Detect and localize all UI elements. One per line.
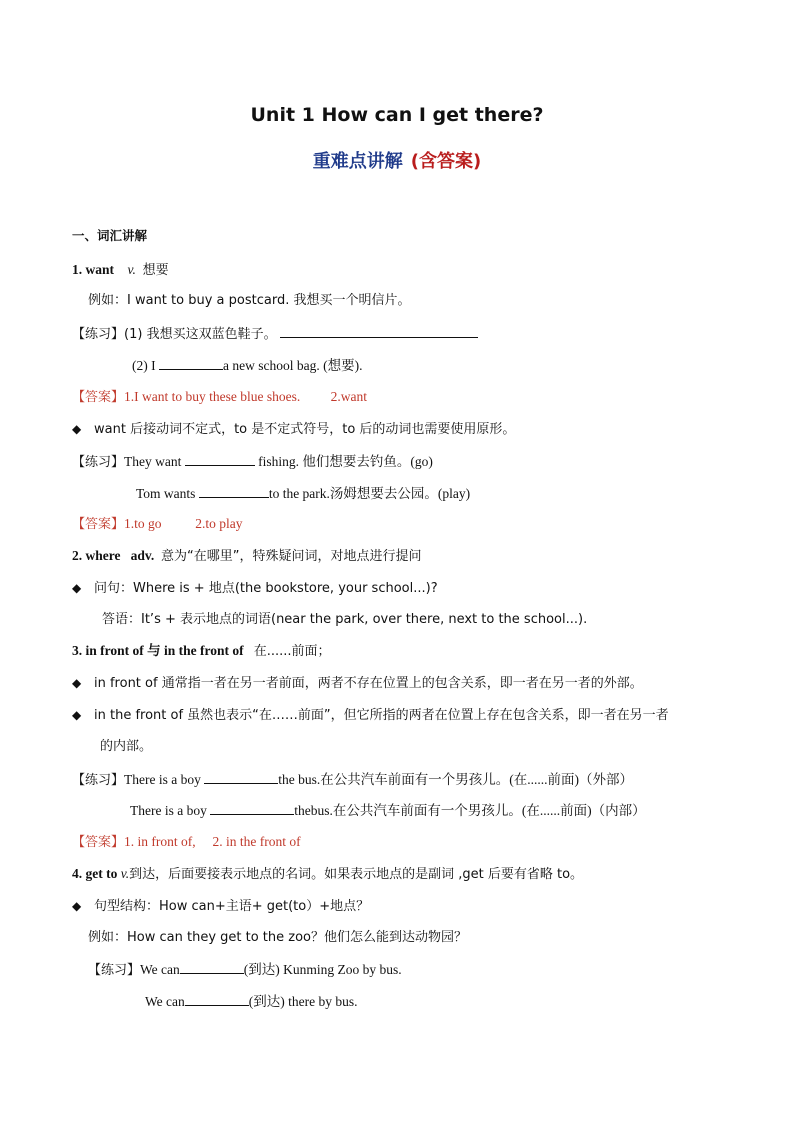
item2-meaning: 意为“在哪里”，特殊疑问词，对地点进行提问 (161, 549, 422, 564)
exercise-text: (到达) there by bus. (248, 994, 358, 1009)
item4-exercise-2 (145, 991, 358, 1012)
answer-text: 1. in front of, 2. in the front of (124, 834, 301, 849)
exercise-text: a new school bag. (想要). (223, 358, 363, 373)
exercise-text: (到达) Kunming Zoo by bus. (243, 962, 402, 977)
item2-question (72, 578, 438, 599)
item3-meaning: 在......前面； (253, 644, 331, 659)
exercise-text: to the park.汤姆想要去公园。(play) (268, 486, 471, 501)
item3-heading (72, 641, 331, 662)
item1-word: 1. want (72, 262, 115, 277)
exercise-text: We can (145, 994, 185, 1009)
item1-exercise-3 (72, 451, 433, 473)
note-text: want 后接动词不定式，to 是不定式符号，to 后的动词也需要使用原形。 (94, 422, 516, 437)
exercise-label: 【练习】 (72, 455, 125, 470)
item3-bullet-2-cont: 的内部。 (100, 739, 153, 754)
item4-word: 4. get to (72, 866, 118, 881)
item3-bullet-1 (72, 673, 643, 694)
answer-blank[interactable] (185, 991, 249, 1006)
item3-exercise-2 (130, 800, 646, 821)
item3-bullet-2 (72, 705, 669, 726)
exercise-text: We can (140, 962, 180, 977)
answer-blank[interactable] (204, 769, 278, 784)
exercise-text: There is a boy (124, 772, 201, 787)
bullet-icon: ◆ (72, 581, 82, 595)
item4-heading (72, 864, 583, 885)
exercise-label: 【练习】 (72, 773, 125, 788)
exercise-text: Tom wants (136, 486, 196, 501)
subtitle-main: 重难点讲解 (312, 151, 403, 172)
item2-answer: 答语：It’s + 表示地点的词语(near the park, over there, next to the school...). (102, 612, 588, 627)
answer-label: 【答案】 (72, 390, 125, 405)
answer-label: 【答案】 (72, 835, 125, 850)
item1-note (72, 419, 515, 440)
item2-pos: adv. (130, 548, 155, 563)
subtitle-note: (含答案) (410, 151, 482, 172)
bullet-icon: ◆ (72, 676, 82, 690)
item4-pos: v. (120, 866, 130, 881)
bullet-icon: ◆ (72, 708, 82, 722)
item1-answer (72, 387, 367, 408)
exercise-text: They want (124, 454, 182, 469)
note-text: in the front of 虽然也表示“在……前面”，但它所指的两者在位置上存在包含关系，即一者在另一者 (94, 708, 669, 723)
exercise-text: There is a boy (130, 803, 207, 818)
pattern-text: 句型结构：How can+主语+ get(to）+地点？ (94, 899, 370, 914)
item4-meaning: 到达，后面要接表示地点的名词。如果表示地点的是副词 ,get 后要有省略 to。 (129, 867, 584, 882)
item1-pos: v. (127, 262, 136, 277)
bullet-icon: ◆ (72, 422, 82, 436)
item4-example: 例如：How can they get to the zoo？他们怎么能到达动物园？ (88, 930, 467, 945)
answer-blank[interactable] (280, 323, 478, 338)
exercise-text: (1) 我想买这双蓝色鞋子。 (124, 327, 277, 342)
note-text: in front of 通常指一者在另一者前面，两者不存在位置上的包含关系，即一者在另一者的外部。 (94, 676, 643, 691)
item2-word: 2. where (72, 548, 121, 563)
exercise-text: fishing. 他们想要去钓鱼。(go) (258, 454, 433, 469)
exercise-text: thebus.在公共汽车前面有一个男孩儿。(在......前面)（内部） (294, 803, 646, 818)
answer-blank[interactable] (180, 959, 244, 974)
answer-blank[interactable] (159, 355, 223, 370)
answer-blank[interactable] (185, 451, 255, 466)
section-heading: 一、词汇讲解 (72, 228, 148, 243)
item3-exercise-1 (72, 769, 633, 791)
answer-label: 【答案】 (72, 517, 125, 532)
answer-blank[interactable] (199, 483, 269, 498)
answer-blank[interactable] (210, 800, 294, 815)
page-subtitle (0, 147, 794, 173)
item2-heading (72, 546, 422, 567)
exercise-label: 【练习】 (72, 327, 125, 342)
answer-text: 1.I want to buy these blue shoes. 2.want (124, 389, 367, 404)
answer-text: 1.to go 2.to play (124, 516, 243, 531)
item1-meaning: 想要 (142, 263, 169, 278)
item1-answer-2 (72, 514, 243, 535)
item3-answer (72, 832, 301, 853)
exercise-label: 【练习】 (88, 963, 141, 978)
item4-pattern (72, 896, 369, 917)
exercise-text: the bus.在公共汽车前面有一个男孩儿。(在......前面)（外部） (278, 772, 633, 787)
item3-word: 3. in front of 与 in the front of (72, 643, 244, 658)
item1-exercise-1 (72, 323, 478, 345)
item1-example: 例如：I want to buy a postcard. 我想买一个明信片。 (88, 293, 411, 308)
bullet-icon: ◆ (72, 899, 82, 913)
item4-exercise-1 (88, 959, 402, 981)
exercise-text: (2) I (132, 358, 156, 373)
item1-heading (72, 260, 169, 281)
item1-exercise-4 (136, 483, 470, 504)
page-title: Unit 1 How can I get there? (250, 104, 544, 126)
item1-exercise-2 (132, 355, 362, 376)
pattern-text: 问句：Where is + 地点(the bookstore, your school...)? (94, 581, 438, 596)
